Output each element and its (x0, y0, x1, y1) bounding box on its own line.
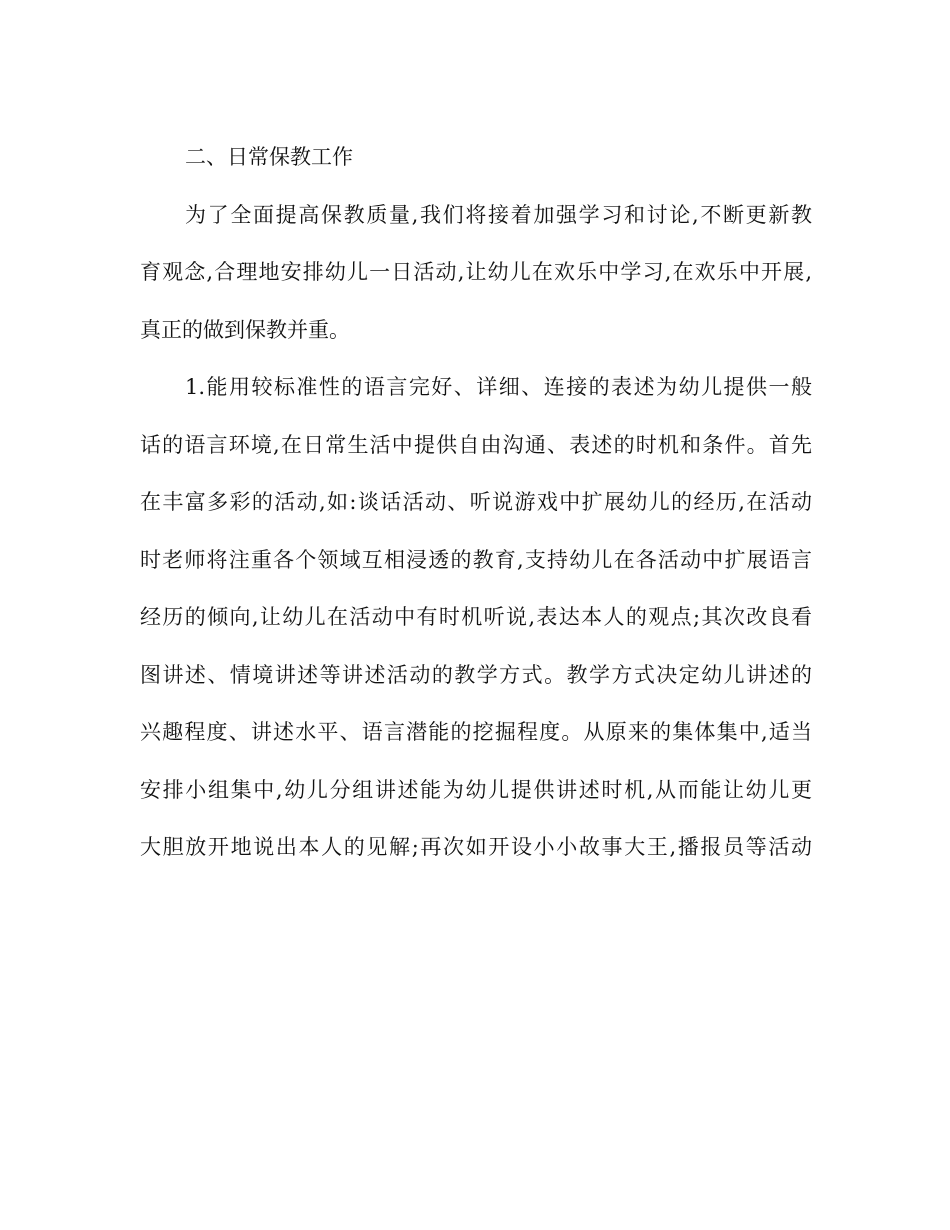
paragraph-line: 图讲述、情境讲述等讲述活动的教学方式。教学方式决定幼儿讲述的 (140, 662, 812, 687)
paragraph-line: 真正的做到保教并重。 (140, 317, 350, 342)
paragraph-line: 时老师将注重各个领域互相浸透的教育,支持幼儿在各活动中扩展语言 (140, 547, 812, 572)
paragraph-line: 为了全面提高保教质量,我们将接着加强学习和讨论,不断更新教 (185, 202, 812, 227)
paragraph-line: 1.能用较标准性的语言完好、详细、连接的表述为幼儿提供一般 (185, 375, 812, 399)
document-body (140, 129, 812, 877)
paragraph-line: 话的语言环境,在日常生活中提供自由沟通、表述的时机和条件。首先 (140, 432, 812, 457)
paragraph-line: 育观念,合理地安排幼儿一日活动,让幼儿在欢乐中学习,在欢乐中开展, (140, 260, 812, 284)
paragraph-line: 兴趣程度、讲述水平、语言潜能的挖掘程度。从原来的集体集中,适当 (140, 720, 812, 744)
paragraph-line: 大胆放开地说出本人的见解;再次如开设小小故事大王,播报员等活动 (140, 835, 812, 859)
section-heading: 二、日常保教工作 (185, 145, 353, 169)
paragraph-line: 在丰富多彩的活动,如:谈话活动、听说游戏中扩展幼儿的经历,在活动 (140, 490, 812, 514)
paragraph-line: 安排小组集中,幼儿分组讲述能为幼儿提供讲述时机,从而能让幼儿更 (140, 777, 812, 802)
paragraph-line: 经历的倾向,让幼儿在活动中有时机听说,表达本人的观点;其次改良看 (140, 605, 812, 629)
